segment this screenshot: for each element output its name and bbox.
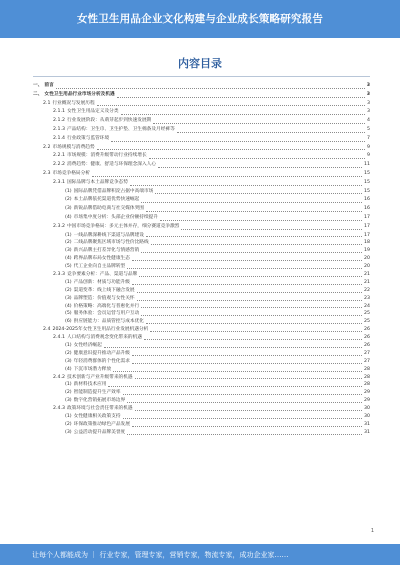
toc-entry-page: 20 [364,256,370,262]
toc-dot-leader [108,386,362,387]
toc-entry-number: (3) [65,358,72,364]
toc-dot-leader [149,158,365,159]
toc-dot-leader [113,371,362,372]
toc-entry[interactable] [33,342,370,350]
toc-dot-leader [132,363,362,364]
toc-entry[interactable] [33,161,370,170]
toc-dot-leader [160,220,362,221]
toc-entry-number: 2.2.1 [53,153,65,159]
toc-entry-page: 25 [364,319,370,325]
toc-entry[interactable] [33,100,370,109]
toc-dot-leader [127,268,362,269]
toc-entry[interactable] [33,205,370,214]
toc-dot-leader [123,394,363,395]
toc-entry[interactable] [33,255,370,263]
footer-banner [0,544,400,565]
toc-entry-page: 9 [367,144,370,150]
toc-entry-title: 产品创新：材质与功能升级 [73,279,130,285]
toc-entry-title: 市场规模：消费升级带动行业持续增长 [66,153,147,159]
toc-entry-page: 29 [364,398,370,404]
toc-dot-leader [121,114,366,115]
toc-entry-title: 智能制造提升生产效率 [73,390,121,396]
toc-entry-number: 2.4.1 [53,335,65,341]
toc-dot-leader [158,167,362,168]
toc-entry[interactable] [33,405,370,413]
toc-entry-title: 二线品牌聚焦区域市场与性价比路线 [73,240,149,246]
toc-entry-page: 26 [364,335,370,341]
toc-entry-number: 2.1.2 [53,118,65,124]
footer-slogan: 让每个人都能成为 ｜ 行业专家，管理专家，营销专家，物流专家，成功企业家…… [32,551,289,559]
toc-entry-title: 健康意识提升推动产品升级 [73,350,130,356]
toc-entry[interactable] [33,196,370,205]
toc-dot-leader [135,410,362,411]
toc-entry[interactable] [33,188,370,197]
toc-entry-title: 前言 [44,83,54,88]
toc-dot-leader [104,347,362,348]
toc-entry-page: 16 [364,197,370,203]
toc-heading: 内容目录 [178,57,222,70]
toc-entry-title: 价格策略：高端化与普惠化并行 [73,303,140,309]
toc-entry[interactable] [33,358,370,366]
toc-dot-leader [92,176,362,177]
toc-entry-page: 19 [364,248,370,254]
toc-entry-number: (1) [65,382,72,388]
toc-entry-number: (2) [65,421,72,427]
toc-entry-number: (3) [65,295,72,301]
toc-entry-title: 国际品牌与本土品牌竞争态势 [66,179,128,185]
toc-entry-title: 数字化营销拓展市场边界 [73,398,126,404]
toc-entry-page: 18 [364,240,370,246]
toc-entry-page: 20 [364,264,370,270]
toc-divider [33,76,370,77]
toc-entry-title: 女性健康相关政策支持 [73,414,121,420]
toc-entry-page: 29 [364,390,370,396]
toc-dot-leader [123,418,363,419]
toc-entry-number: 2.4.3 [53,406,65,412]
toc-dot-leader [117,97,365,98]
toc-entry-number: (3) [65,248,72,254]
toc-entry-page: 7 [367,135,370,141]
toc-entry-page: 28 [364,366,370,372]
toc-dot-leader [132,426,362,427]
toc-entry[interactable] [33,263,370,271]
toc-entry[interactable] [33,179,370,188]
toc-entry[interactable] [33,126,370,135]
table-of-contents [33,82,370,437]
toc-entry-number: 2.1.1 [53,109,65,115]
toc-entry-number: (1) [65,414,72,420]
toc-entry-number: (6) [65,319,72,325]
toc-entry[interactable] [33,82,370,91]
toc-entry[interactable] [33,374,370,382]
toc-entry-title: 市场竞争格局分析 [52,170,90,176]
toc-entry-page: 25 [364,311,370,317]
toc-entry[interactable] [33,170,370,179]
toc-entry[interactable] [33,91,370,100]
toc-entry-number: (1) [65,188,72,194]
toc-entry-page: 3 [366,83,370,88]
toc-entry-page: 31 [364,429,370,435]
toc-dot-leader [132,260,362,261]
toc-entry-number: (4) [65,214,72,220]
toc-entry-title: 品牌塑造：价值观与女性关怀 [73,295,135,301]
toc-entry-number: 2.3.1 [53,179,65,185]
toc-entry-page: 22 [364,287,370,293]
toc-entry-number: 二、 [33,91,43,97]
toc-entry-page: 28 [364,382,370,388]
toc-entry-number: 2.1.3 [53,126,65,132]
toc-entry-page: 15 [364,188,370,194]
toc-entry-number: 2.4.2 [53,374,65,380]
toc-dot-leader [127,434,362,435]
toc-entry-title: 2024-2025年女性卫生用品行业发展机遇分析 [52,327,149,333]
toc-entry-page: 27 [364,350,370,356]
toc-dot-leader [177,132,365,133]
toc-entry-title: 下沉市场潜力释放 [73,366,112,372]
toc-entry-number: 2.2 [43,144,51,150]
toc-dot-leader [151,244,362,245]
toc-entry-number: (1) [65,279,72,285]
toc-entry-page: 21 [364,271,370,277]
toc-entry-number: 2.1.4 [53,135,65,141]
toc-dot-leader [155,193,362,194]
report-title: 女性卫生用品企业文化构建与企业成长策略研究报告 [76,13,324,25]
toc-entry-title: 代工企业向自主品牌转型 [73,264,126,270]
toc-dot-leader [139,276,362,277]
toc-entry[interactable] [33,366,370,374]
toc-entry-number: (2) [65,240,72,246]
toc-entry-number: (2) [65,390,72,396]
toc-dot-leader [137,292,362,293]
toc-entry-number: 2.3 [43,170,51,176]
toc-dot-leader [135,378,362,379]
toc-entry[interactable] [33,152,370,161]
toc-entry-page: 30 [364,406,370,412]
toc-dot-leader [56,88,365,89]
toc-entry[interactable] [33,413,370,421]
toc-entry[interactable] [33,389,370,397]
toc-entry-title: 服务体验：会员运营与用户互动 [73,311,140,317]
toc-entry-number: (3) [65,398,72,404]
toc-entry[interactable] [33,429,370,437]
toc-entry-number: 2.3.3 [53,271,65,277]
toc-dot-leader [150,331,362,332]
toc-dot-leader [130,185,362,186]
toc-entry-title: 环保政策推动绿色产品发展 [73,421,130,427]
page-number: 1 [370,528,374,534]
toc-entry-page: 26 [364,343,370,348]
toc-dot-leader [144,339,362,340]
toc-entry[interactable] [33,421,370,429]
toc-dot-leader [111,141,365,142]
toc-entry-title: 产品结构：卫生巾、卫生护垫、卫生棉条及月经裤等 [66,126,175,132]
toc-entry-page: 17 [364,214,370,220]
toc-dot-leader [141,307,362,308]
toc-entry-title: 新兴品牌主打差异化与情感营销 [73,248,140,254]
toc-dot-leader [137,300,362,301]
toc-dot-leader [146,236,362,237]
toc-entry-number: (5) [65,264,72,270]
toc-dot-leader [141,202,362,203]
toc-entry[interactable] [33,397,370,405]
toc-entry-page: 3 [367,109,370,115]
toc-entry-title: 一线品牌深耕线下渠道与品牌建设 [73,232,144,238]
toc-entry-page: 27 [364,358,370,364]
toc-entry-title: 公益活动提升品牌美誉度 [73,429,126,435]
toc-entry-title: 跨界品牌布局女性健康生态 [73,256,130,262]
toc-entry-title: 新锐品牌借助电商与社交媒体突围 [73,206,144,212]
toc-entry-number: (2) [65,197,72,203]
toc-entry-number: (1) [65,343,72,348]
toc-entry[interactable] [33,232,370,240]
toc-entry-page: 26 [364,327,370,333]
toc-entry-page: 16 [364,206,370,212]
toc-entry-page: 28 [364,374,370,380]
toc-entry-number: 2.2.2 [53,162,65,168]
toc-entry-page: 30 [364,414,370,420]
toc-entry-title: 供应链能力：品质管控与成本优化 [73,319,144,325]
toc-dot-leader [141,252,362,253]
toc-entry-title: 行业政策与监管环境 [66,135,110,141]
toc-entry-page: 17 [364,223,370,229]
toc-entry-title: 人口结构与消费观念变化带来的机遇 [66,335,142,341]
toc-entry-title: 行业概况与发展历程 [52,100,95,106]
toc-entry-page: 15 [364,179,370,185]
toc-entry-number: (4) [65,366,72,372]
toc-entry-title: 政策环境与社会责任带来的机遇 [66,406,133,412]
toc-entry-title: 国际品牌凭借品牌积淀占据中高端市场 [73,188,154,194]
toc-entry[interactable] [33,279,370,287]
toc-entry-page: 9 [367,153,370,159]
toc-entry-title: 新材料技术应用 [73,382,107,388]
toc-entry[interactable] [33,334,370,342]
toc-entry[interactable] [33,326,370,334]
toc-entry-page: 5 [367,126,370,132]
toc-entry[interactable] [33,108,370,117]
toc-dot-leader [132,284,362,285]
toc-entry[interactable] [33,303,370,311]
toc-entry-number: (1) [65,232,72,238]
toc-entry-title: 中国市场竞争格局：多元主体并存，细分赛道竞争激烈 [66,223,180,229]
toc-entry[interactable] [33,310,370,318]
toc-entry-title: 消费趋势：健康、舒适与环保理念深入人心 [66,162,157,168]
toc-entry-page: 21 [364,279,370,285]
toc-entry-page: 23 [364,295,370,301]
toc-entry[interactable] [33,381,370,389]
toc-entry[interactable] [33,271,370,279]
toc-entry[interactable] [33,287,370,295]
toc-entry[interactable] [33,117,370,126]
toc-entry-title: 女性经济崛起 [73,343,102,348]
toc-entry-title: 市场集中度分析：头部企业份额持续提升 [73,214,159,220]
toc-dot-leader [146,211,362,212]
toc-dot-leader [132,355,362,356]
toc-entry-page: 3 [366,91,370,97]
toc-dot-leader [153,123,365,124]
toc-dot-leader [97,149,365,150]
toc-entry-title: 女性卫生用品定义及分类 [66,109,119,115]
toc-entry-number: (4) [65,303,72,309]
toc-entry[interactable] [33,135,370,144]
toc-dot-leader [141,315,362,316]
toc-entry-title: 女性卫生用品行业市场分析及机遇 [44,91,115,97]
toc-entry-title: 渠道变革：线上线下融合发展 [73,287,135,293]
toc-entry-page: 11 [364,162,370,168]
toc-entry-title: 本土品牌依托渠道优势快速崛起 [73,197,140,203]
toc-entry[interactable] [33,214,370,223]
toc-entry-number: (2) [65,287,72,293]
toc-entry-number: 2.1 [43,100,51,106]
toc-entry[interactable] [33,144,370,153]
toc-entry-number: 2.4 [43,327,51,333]
toc-entry[interactable] [33,223,370,232]
toc-entry-number: 一、 [33,83,43,88]
toc-entry-number: (4) [65,256,72,262]
toc-entry-number: (3) [65,206,72,212]
toc-entry-page: 15 [364,170,370,176]
toc-entry-page: 3 [367,100,370,106]
toc-dot-leader [146,323,362,324]
toc-entry-number: (3) [65,429,72,435]
toc-entry-title: 年轻消费群体的个性化需求 [73,358,130,364]
toc-entry-number: (2) [65,350,72,356]
toc-dot-leader [181,229,362,230]
toc-dot-leader [97,105,365,106]
toc-entry[interactable] [33,295,370,303]
toc-entry[interactable] [33,318,370,326]
toc-entry-page: 31 [364,421,370,427]
toc-entry-number: (5) [65,311,72,317]
toc-entry[interactable] [33,247,370,255]
toc-entry[interactable] [33,350,370,358]
toc-entry-title: 竞争要素分析：产品、渠道与品牌 [66,271,138,277]
toc-entry-title: 行业发展阶段：从萌芽起步到快速发展期 [66,118,152,124]
toc-entry-page: 4 [367,118,370,124]
toc-entry-title: 市场规模与消费趋势 [52,144,95,150]
toc-entry-title: 技术创新与产业升级带来的机遇 [66,374,133,380]
toc-entry[interactable] [33,239,370,247]
toc-entry-page: 17 [364,232,370,238]
header-banner [0,0,400,38]
toc-entry-number: 2.3.2 [53,223,65,229]
toc-dot-leader [127,402,362,403]
toc-entry-page: 24 [364,303,370,309]
